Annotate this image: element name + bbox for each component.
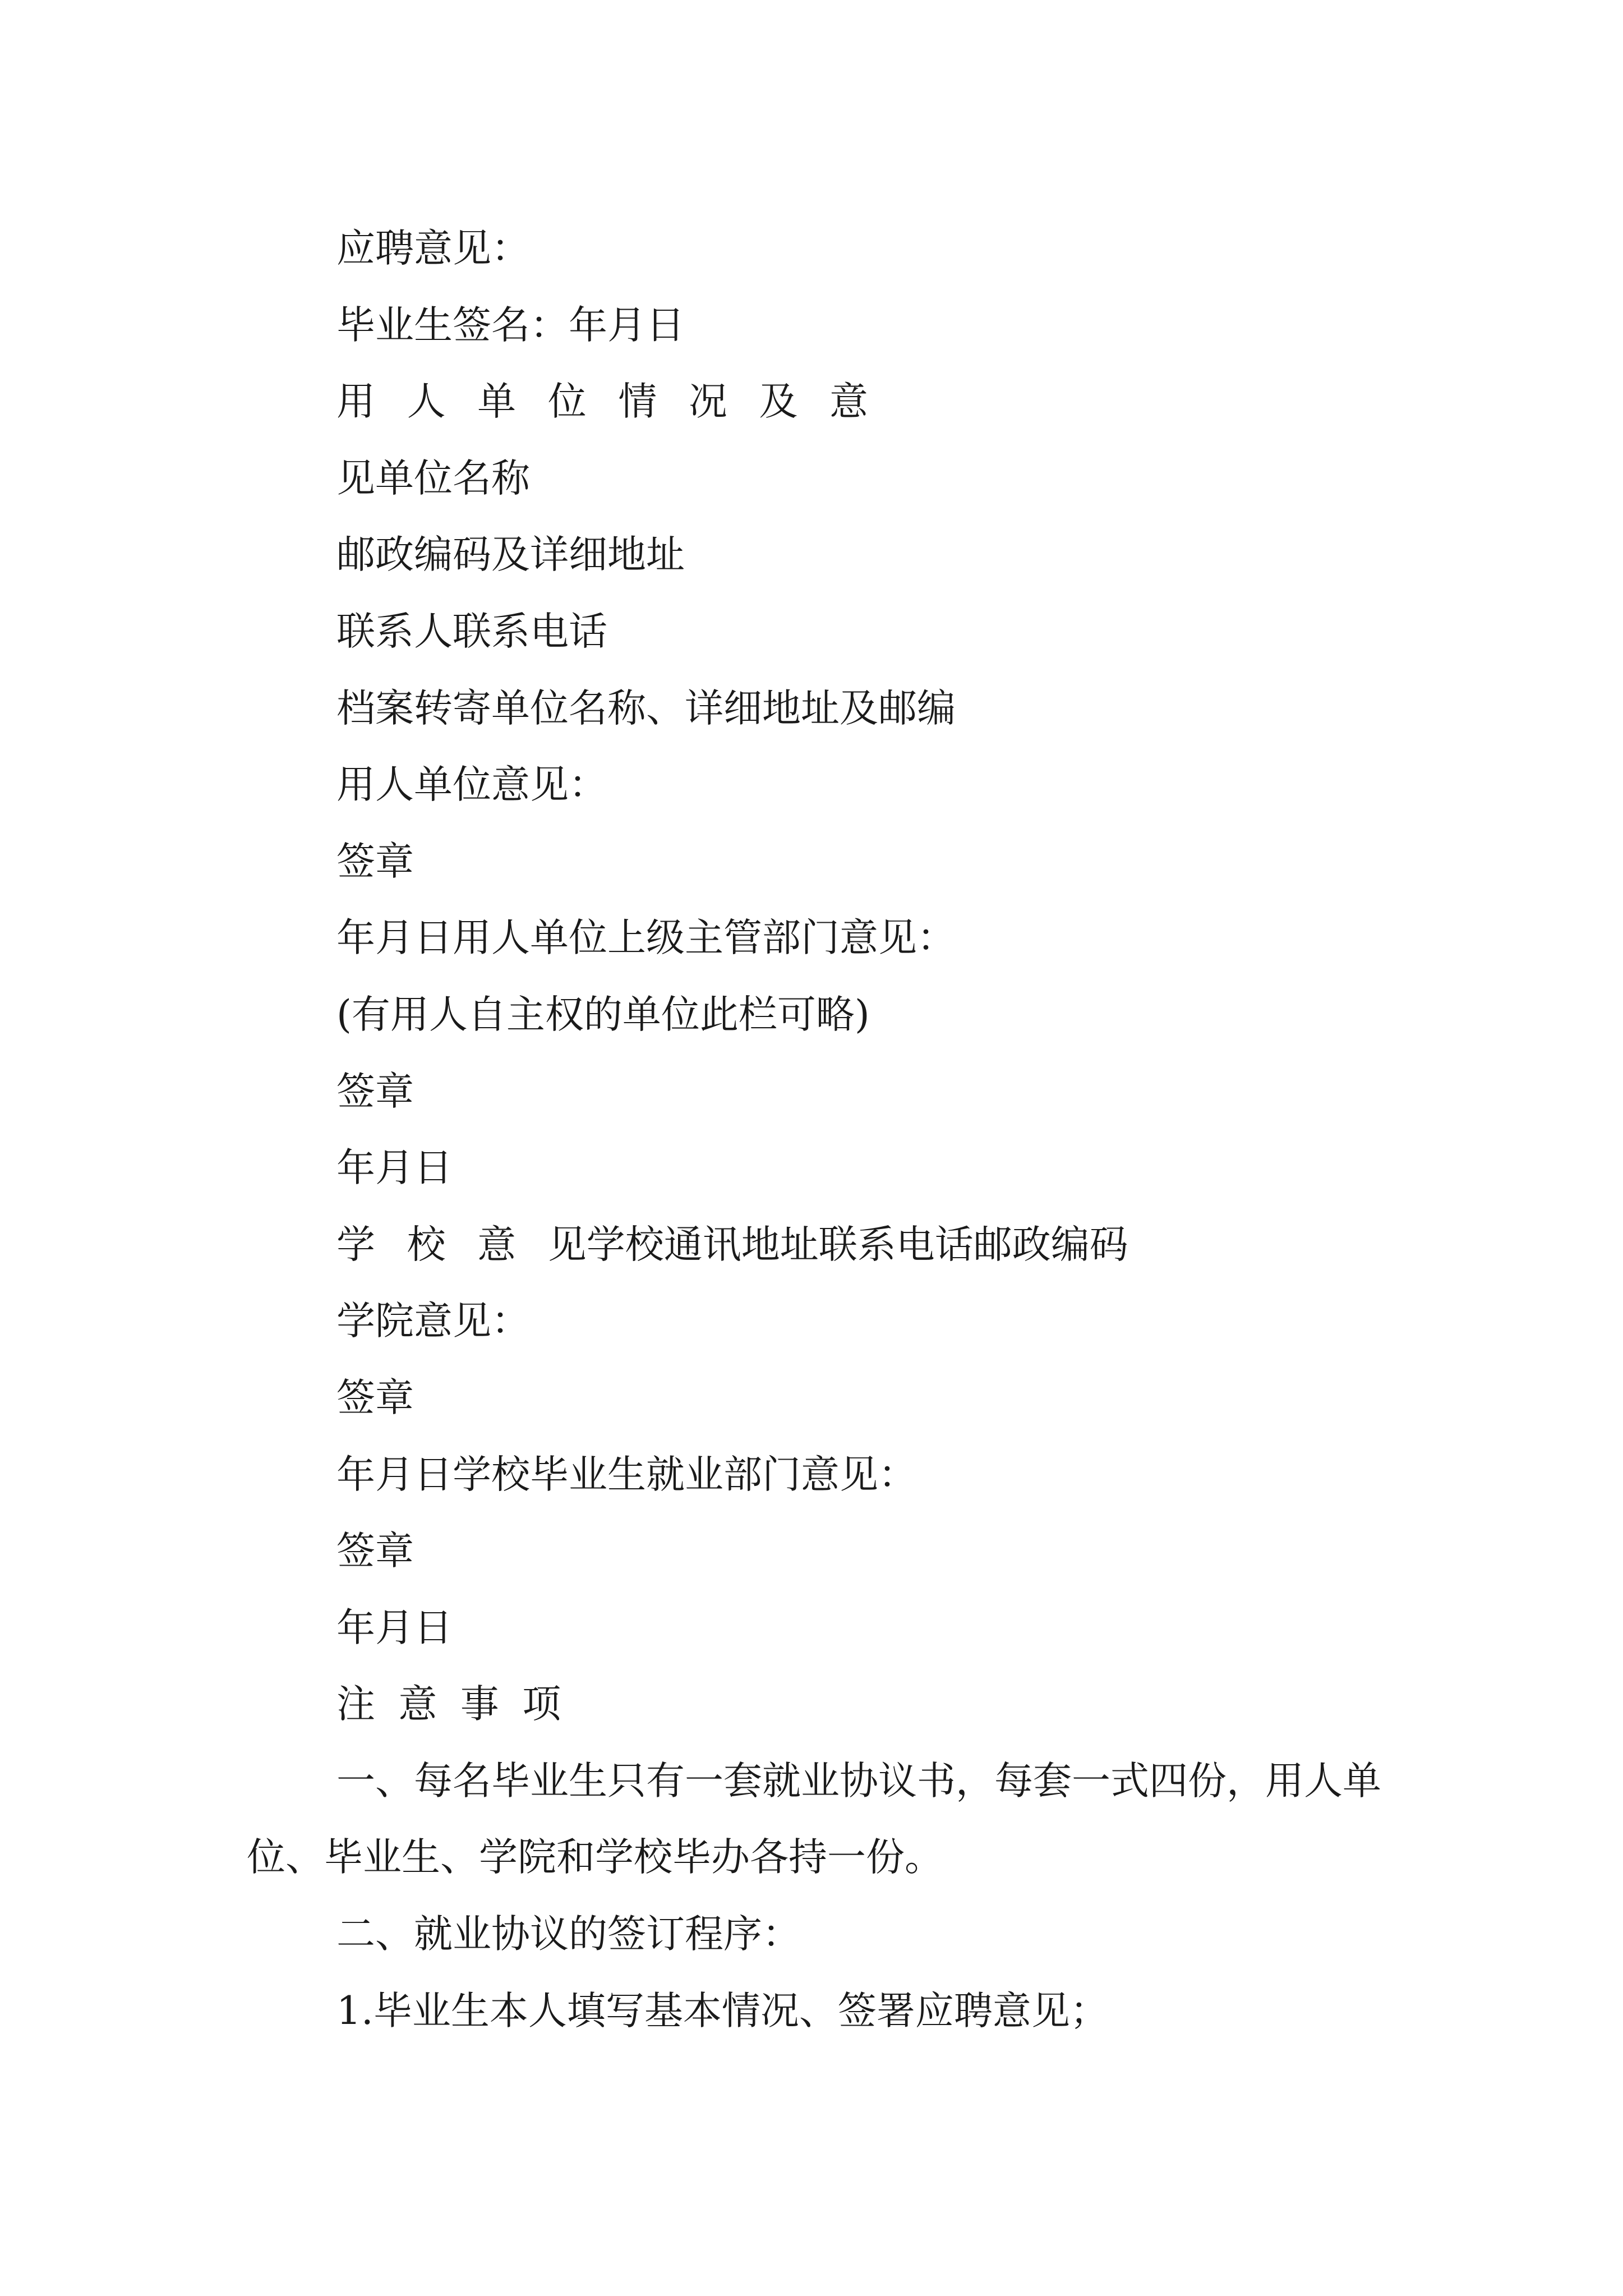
text-line: 见单位名称 <box>336 455 530 501</box>
text-line: 应聘意见： <box>336 226 530 271</box>
text-line: 签章 <box>336 1375 414 1420</box>
text-line: 用人单位情况及意 <box>336 379 900 425</box>
text-line: 年月日 <box>336 1145 453 1191</box>
paragraph: 1.毕业生本人填写基本情况、签署应聘意见； <box>336 1988 1109 2033</box>
text-line: 签章 <box>336 1069 414 1114</box>
text-segment: 见学校通讯地址联系电话邮政编码 <box>547 1222 1128 1267</box>
text-line: 签章 <box>336 1529 414 1574</box>
text-line: 毕业生签名：年月日 <box>336 302 685 348</box>
text-line: 年月日用人单位上级主管部门意见： <box>336 915 956 961</box>
text-line: 档案转寄单位名称、详细地址及邮编 <box>336 685 956 731</box>
text-segment: 学校意 <box>336 1222 548 1267</box>
text-line: 用人单位意见： <box>336 762 607 808</box>
text-line <box>247 1207 1436 1283</box>
text-line: 年月日 <box>336 1605 453 1650</box>
text-line: 学院意见： <box>336 1299 530 1344</box>
text-line: 年月日学校毕业生就业部门意见： <box>336 1452 917 1497</box>
text-line: 邮政编码及详细地址 <box>336 532 685 578</box>
document-body <box>247 210 1436 2049</box>
text-line: (有用人自主权的单位此栏可略) <box>336 992 870 1037</box>
text-line: 签章 <box>336 839 414 884</box>
paragraph: 二、就业协议的签订程序： <box>336 1912 801 1957</box>
text-line: 联系人联系电话 <box>336 609 607 654</box>
paragraph: 一、每名毕业生只有一套就业协议书，每套一式四份，用人单位、毕业生、学院和学校毕办各持一份。 <box>247 1758 1381 1880</box>
section-heading: 注意事项 <box>336 1682 584 1727</box>
